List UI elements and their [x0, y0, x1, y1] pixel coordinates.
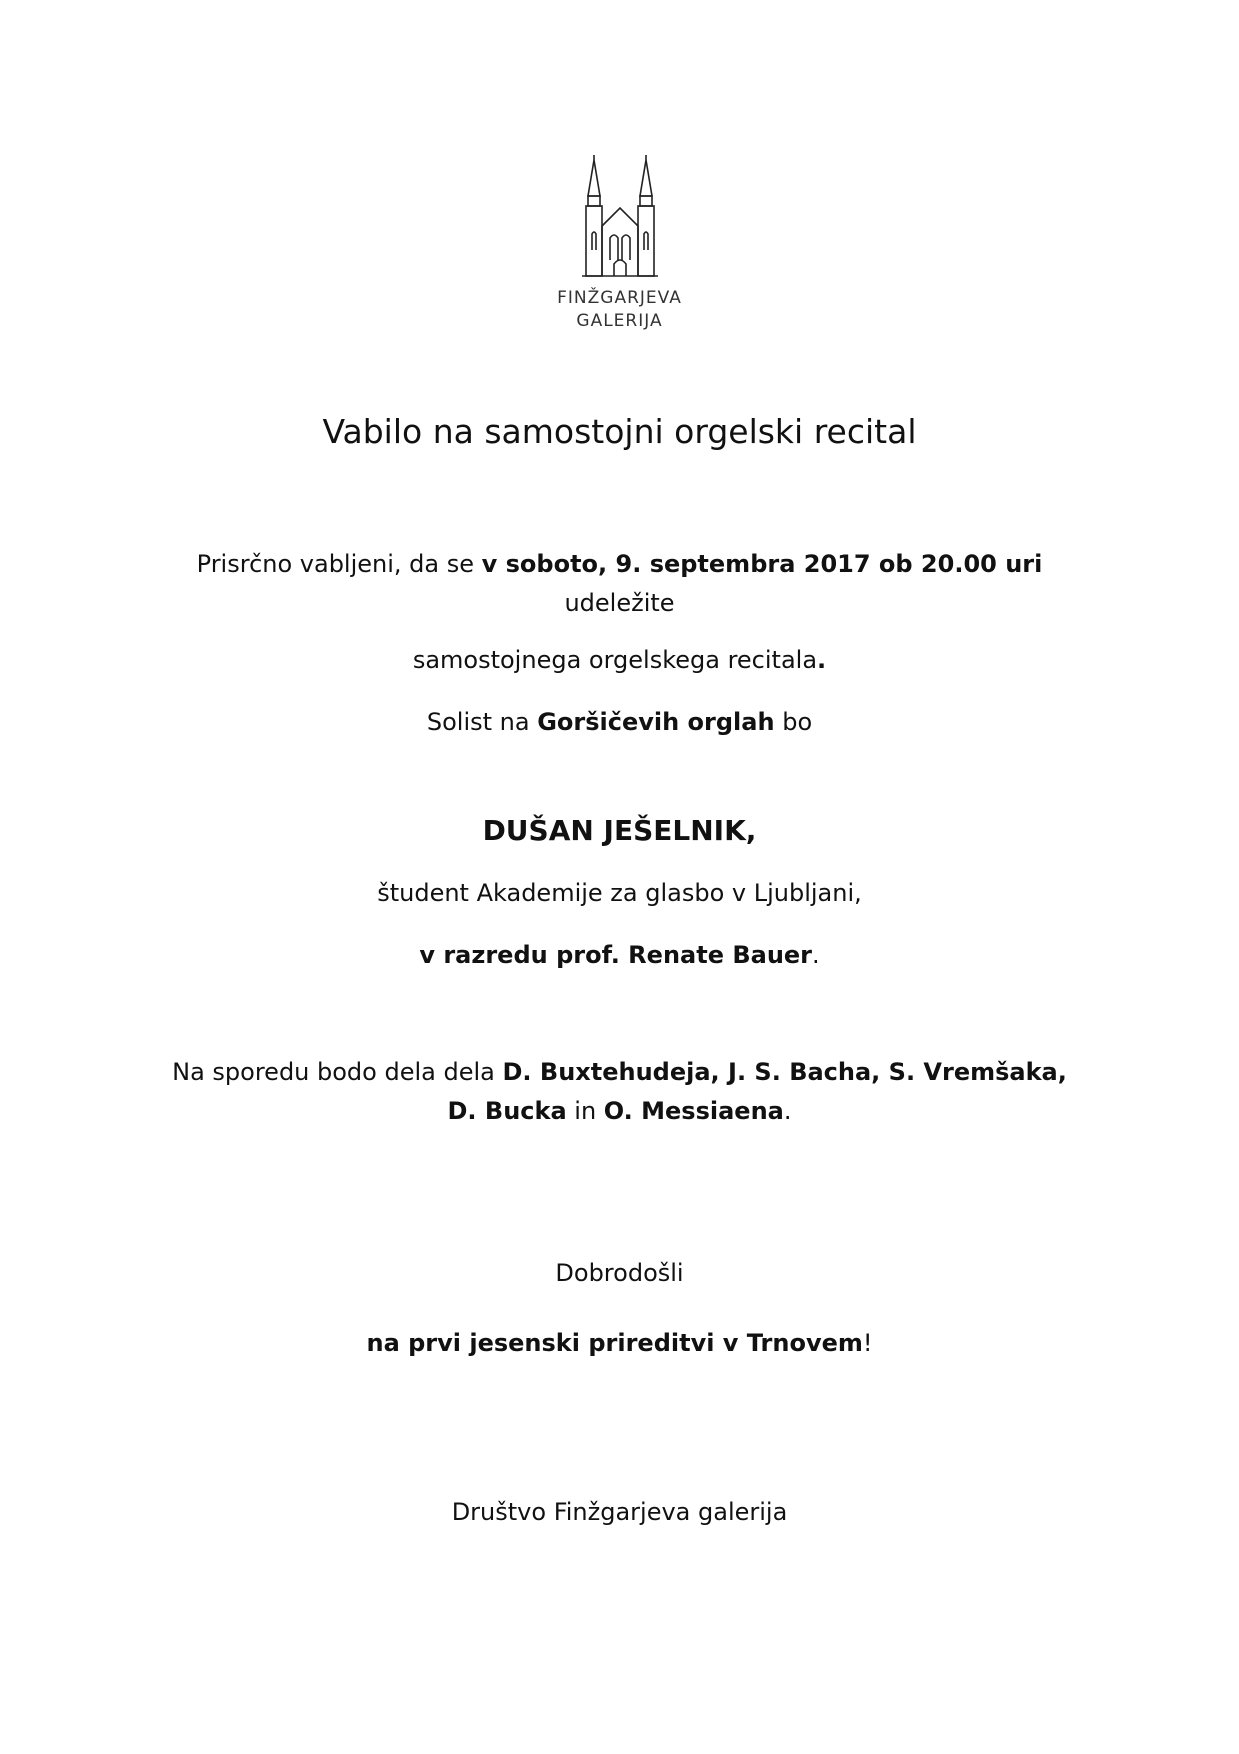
composer-messiaen: O. Messiaena — [603, 1097, 784, 1125]
signature: Društvo Finžgarjeva galerija — [451, 1498, 788, 1526]
page-title: Vabilo na samostojni orgelski recital — [322, 412, 917, 451]
composer-bucka: D. Bucka — [447, 1097, 567, 1125]
soloist-class — [0, 940, 1239, 970]
class-suffix: . — [812, 941, 820, 969]
recital-text: samostojnega orgelskega recitala — [412, 646, 818, 674]
church-icon — [580, 150, 660, 280]
program-prefix: Na sporedu bodo dela dela — [172, 1058, 503, 1086]
soloist-suffix: bo — [774, 708, 813, 736]
soloist-name: DUŠAN JEŠELNIK, — [482, 814, 757, 847]
welcome-event: na prvi jesenski prireditvi v Trnovem — [366, 1329, 863, 1357]
professor-class: v razredu prof. Renate Bauer — [419, 941, 813, 969]
invitation-line-2: udeležite — [564, 589, 675, 617]
invitation-prefix: Prisrčno vabljeni, da se — [196, 550, 482, 578]
program-suffix: . — [783, 1097, 792, 1125]
welcome-line-1: Dobrodošli — [555, 1259, 684, 1287]
welcome-suffix: ! — [862, 1329, 873, 1357]
soloist-prefix: Solist na — [426, 708, 538, 736]
event-date: v soboto, 9. septembra 2017 ob 20.00 uri — [481, 550, 1043, 578]
invitation-line-1 — [0, 549, 1239, 579]
organ-name: Goršičevih orglah — [537, 708, 775, 736]
recital-period: . — [817, 646, 827, 674]
program-middle: in — [566, 1097, 604, 1125]
soloist-line — [0, 707, 1239, 737]
program-line-2 — [0, 1096, 1239, 1126]
welcome-line-2 — [0, 1328, 1239, 1358]
logo-line-2: GALERIJA — [576, 311, 663, 331]
program-line-1 — [0, 1057, 1239, 1087]
soloist-role: študent Akademije za glasbo v Ljubljani, — [377, 879, 862, 907]
invitation-line-3 — [0, 645, 1239, 675]
program-composers: D. Buxtehudeja, J. S. Bacha, S. Vremšaka, — [502, 1058, 1067, 1086]
logo-line-1: FINŽGARJEVA — [557, 288, 682, 308]
